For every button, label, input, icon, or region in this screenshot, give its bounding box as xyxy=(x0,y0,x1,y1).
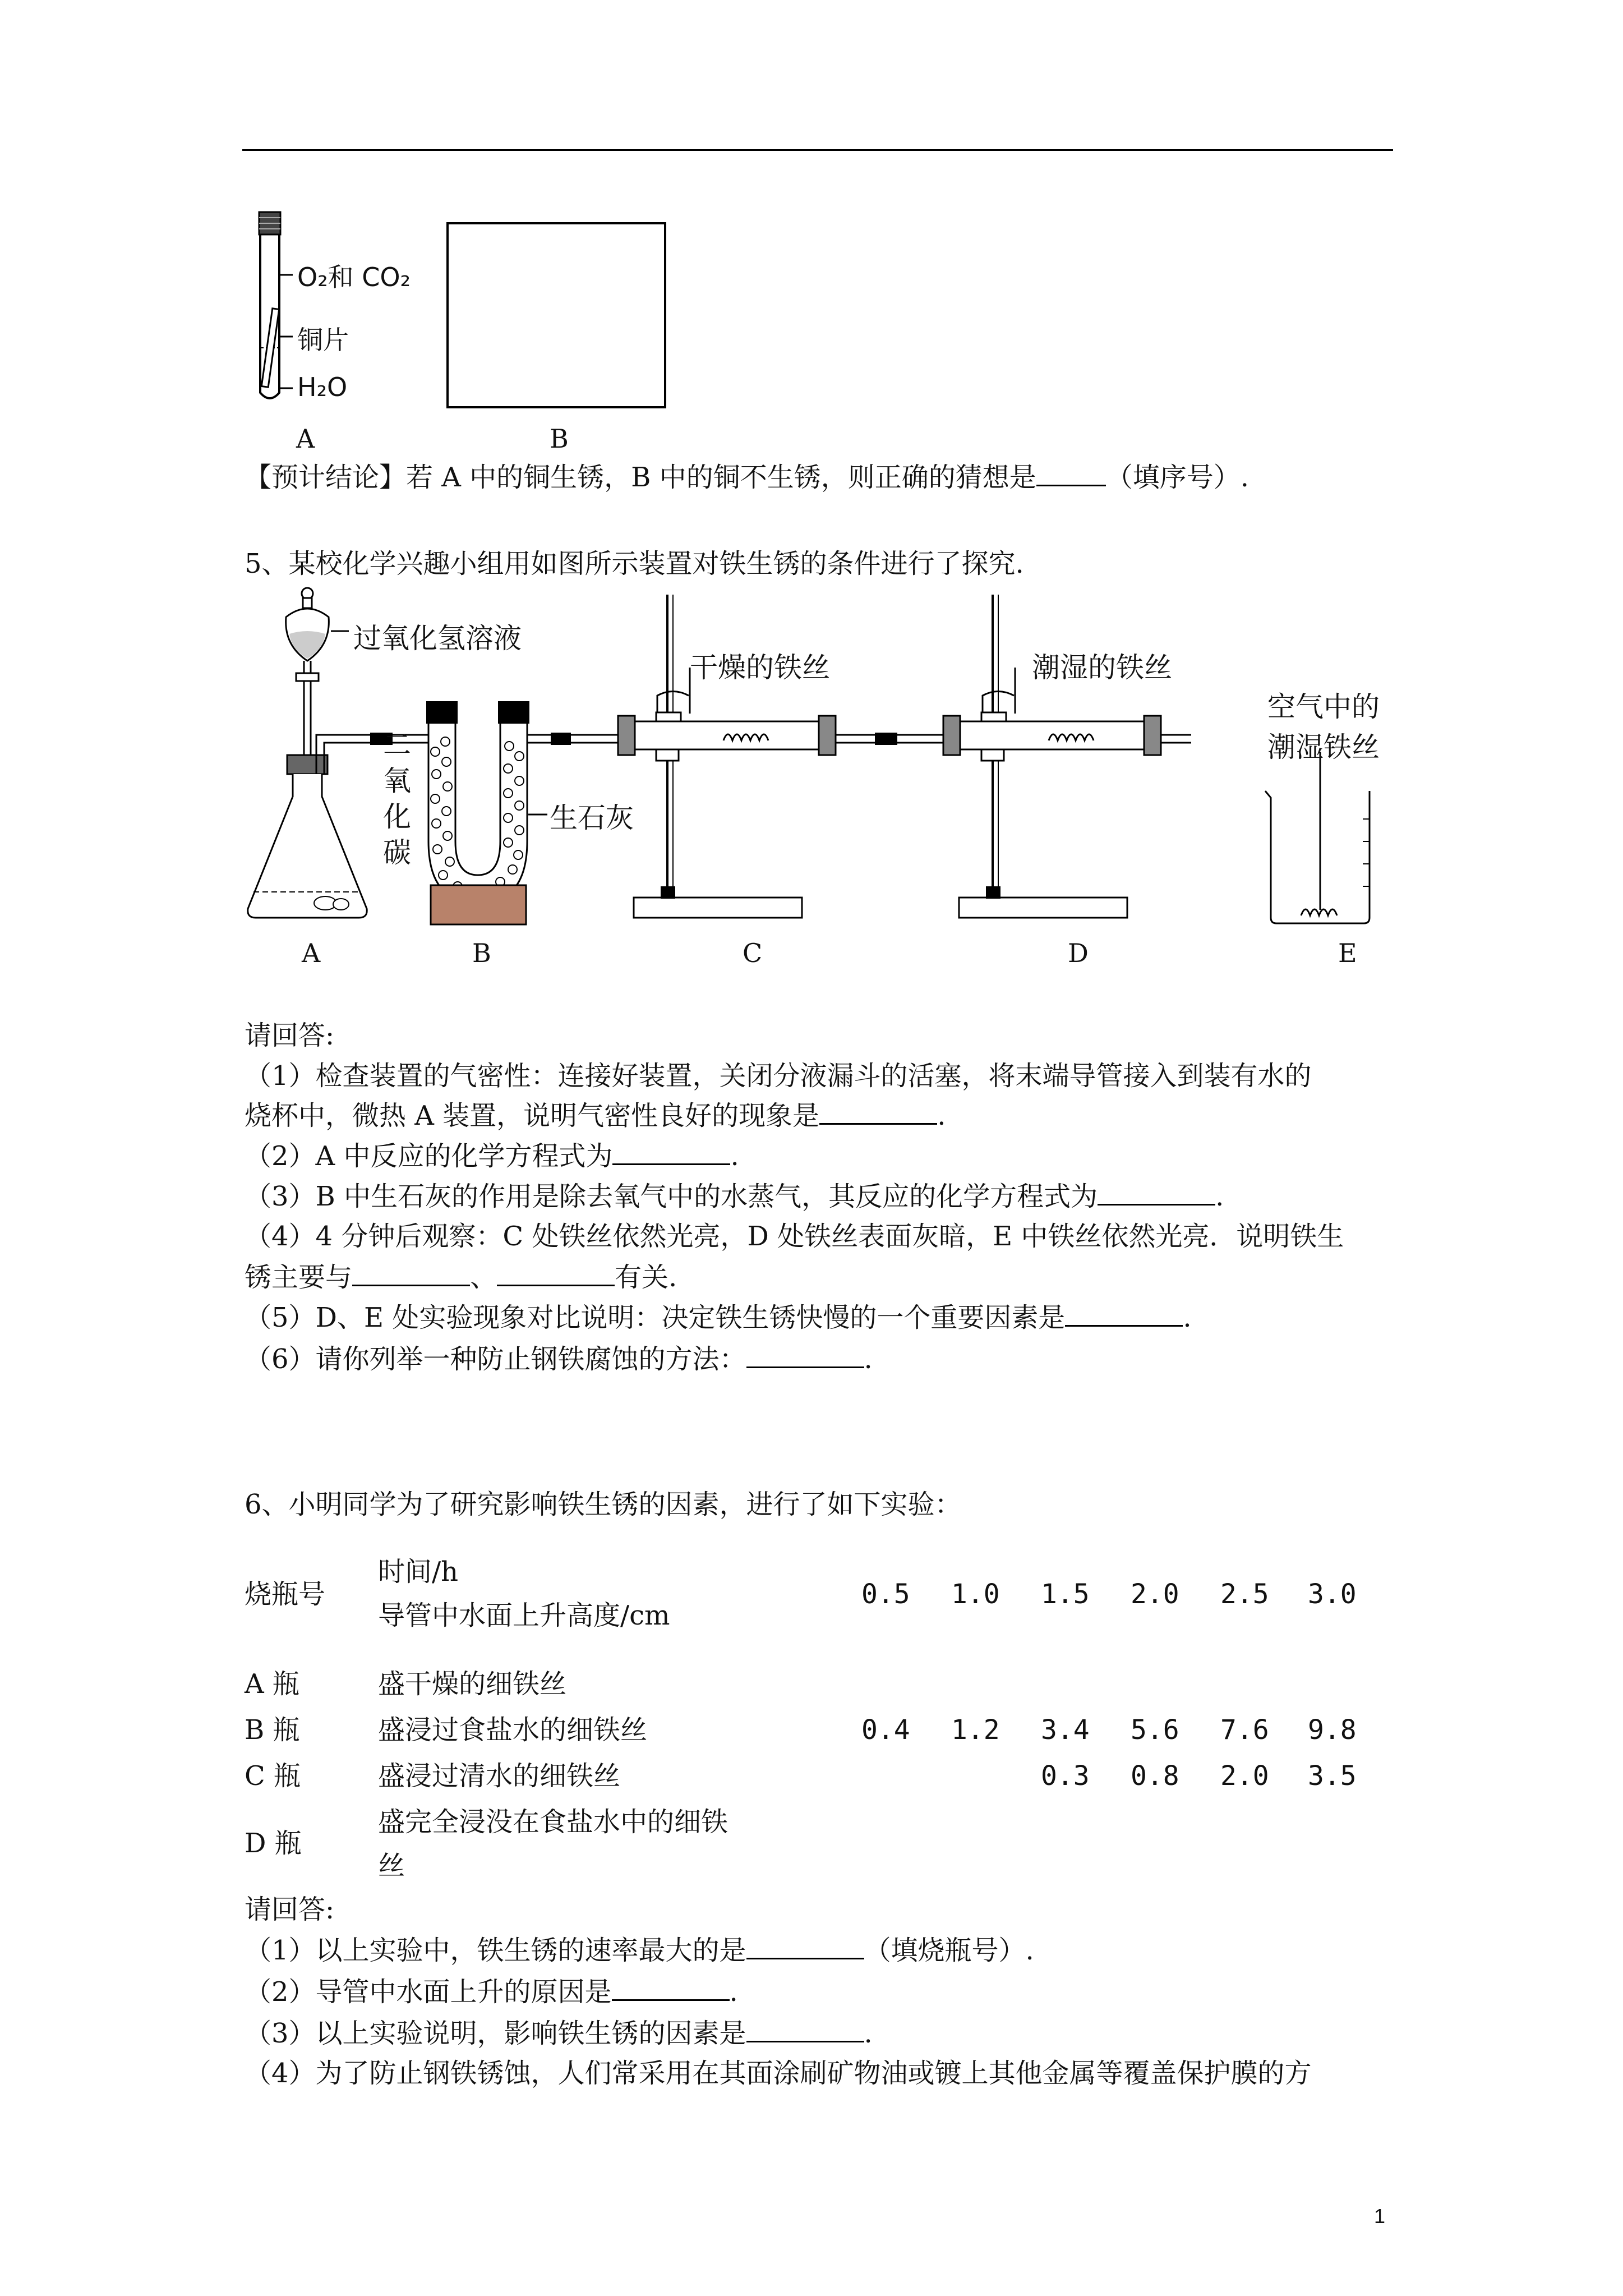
copper-label: 铜片 xyxy=(297,325,349,355)
figure-test-tube xyxy=(241,208,465,421)
conclusion-prefix: 【预计结论】若 A 中的铜生锈，B 中的铜不生锈，则正确的猜想是 xyxy=(245,462,1036,493)
table-cell: 0.8 xyxy=(1131,1760,1179,1792)
flask-b-name: B 瓶 xyxy=(245,1714,300,1746)
answer-blank[interactable] xyxy=(819,1098,937,1125)
lime-label: 生石灰 xyxy=(550,802,634,834)
flask-c-name: C 瓶 xyxy=(245,1760,301,1792)
q5-sub2 xyxy=(245,1139,739,1173)
q5-sub4-post: 有关. xyxy=(615,1262,677,1293)
q5-sub4-pre: 锈主要与 xyxy=(245,1262,353,1293)
gas-label: O₂和 CO₂ xyxy=(297,262,411,292)
co2-char: 二 xyxy=(383,729,411,761)
table-cell: 3.4 xyxy=(1041,1714,1090,1746)
q5-sub3-text: （3）B 中生石灰的作用是除去氧气中的水蒸气，其反应的化学方程式为 xyxy=(245,1181,1098,1212)
q6-sub2 xyxy=(245,1975,738,2009)
table-header-time: 时间/h xyxy=(378,1556,459,1588)
table-cell: 1.2 xyxy=(951,1714,1000,1746)
apparatus-label-a: A xyxy=(302,938,321,968)
flask-a-desc: 盛干燥的细铁丝 xyxy=(378,1668,567,1700)
period: . xyxy=(937,1100,946,1131)
time-value: 2.5 xyxy=(1220,1579,1269,1610)
q5-sub1-line2 xyxy=(245,1098,946,1133)
table-cell: 5.6 xyxy=(1131,1714,1179,1746)
table-header-flask: 烧瓶号 xyxy=(245,1579,326,1610)
q5-sub1-line1: （1）检查装置的气密性：连接好装置，关闭分液漏斗的活塞，将末端导管接入到装有水的 xyxy=(245,1060,1312,1092)
h2o2-label: 过氧化氢溶液 xyxy=(353,622,522,655)
flask-a-name: A 瓶 xyxy=(245,1668,299,1700)
air-wire-label-1: 空气中的 xyxy=(1267,691,1380,723)
answer-blank[interactable] xyxy=(352,1260,470,1286)
table-cell: 3.5 xyxy=(1308,1760,1357,1792)
q6-sub1 xyxy=(245,1933,1034,1967)
time-value: 1.0 xyxy=(951,1579,1000,1610)
flask-d-name: D 瓶 xyxy=(245,1828,302,1859)
answer-blank[interactable] xyxy=(746,1342,864,1368)
page-number: 1 xyxy=(1374,2205,1386,2228)
q5-sub4-line2 xyxy=(245,1260,677,1294)
flask-c-desc: 盛浸过清水的细铁丝 xyxy=(378,1760,621,1792)
q6-sub4: （4）为了防止钢铁锈蚀，人们常采用在其面涂刷矿物油或镀上其他金属等覆盖保护膜的方 xyxy=(245,2058,1312,2089)
table-cell: 0.4 xyxy=(861,1714,910,1746)
q6-sub1-pre: （1）以上实验中，铁生锈的速率最大的是 xyxy=(245,1935,746,1966)
q5-sub4-line1: （4）4 分钟后观察：C 处铁丝依然光亮，D 处铁丝表面灰暗，E 中铁丝依然光亮．说明铁生 xyxy=(245,1221,1344,1252)
period: . xyxy=(864,1343,873,1375)
apparatus-label-d: D xyxy=(1068,938,1089,968)
apparatus-label-b: B xyxy=(472,938,491,968)
air-wire-label-2: 潮湿铁丝 xyxy=(1267,731,1380,763)
q6-sub3-text: （3）以上实验说明，影响铁生锈的因素是 xyxy=(245,2018,746,2049)
table-cell: 9.8 xyxy=(1308,1714,1357,1746)
q5-sub5 xyxy=(245,1300,1192,1335)
q6-sub3 xyxy=(245,2016,873,2050)
q6-sub1-post: （填烧瓶号）. xyxy=(864,1935,1034,1966)
co2-label xyxy=(380,727,414,871)
co2-char: 氧 xyxy=(383,765,411,797)
table-header-height: 导管中水面上升高度/cm xyxy=(378,1600,670,1631)
water-label: H₂O xyxy=(297,372,348,402)
question-6-title: 6、小明同学为了研究影响铁生锈的因素，进行了如下实验： xyxy=(245,1489,962,1520)
table-cell: 2.0 xyxy=(1220,1760,1269,1792)
answer-blank[interactable] xyxy=(1098,1179,1215,1205)
time-value: 3.0 xyxy=(1308,1579,1357,1610)
q5-sub6 xyxy=(245,1342,873,1376)
co2-char: 碳 xyxy=(383,836,411,869)
table-cell: 7.6 xyxy=(1220,1714,1269,1746)
figure-label-b: B xyxy=(550,424,569,454)
q5-sub2-text: （2）A 中反应的化学方程式为 xyxy=(245,1140,613,1172)
answer-blank[interactable] xyxy=(497,1260,615,1286)
answer-blank[interactable] xyxy=(1036,460,1106,486)
q5-please-answer: 请回答: xyxy=(245,1020,335,1051)
q6-sub2-text: （2）导管中水面上升的原因是 xyxy=(245,1976,612,2008)
period: . xyxy=(1183,1302,1192,1333)
q5-sub4-mid: 、 xyxy=(470,1262,497,1293)
flask-d-desc-cont: 丝 xyxy=(378,1850,405,1881)
q5-sub1-text: 烧杯中，微热 A 装置，说明气密性良好的现象是 xyxy=(245,1100,820,1131)
q5-sub3 xyxy=(245,1179,1224,1213)
figure-label-a: A xyxy=(296,424,315,454)
dry-wire-label: 干燥的铁丝 xyxy=(690,651,830,684)
question-5-title: 5、某校化学兴趣小组用如图所示装置对铁生锈的条件进行了探究. xyxy=(245,548,1024,579)
flask-d-desc: 盛完全浸没在食盐水中的细铁 xyxy=(378,1806,728,1838)
figure-empty-box xyxy=(446,222,666,408)
time-value: 1.5 xyxy=(1041,1579,1090,1610)
wet-wire-label: 潮湿的铁丝 xyxy=(1032,651,1172,684)
co2-char: 化 xyxy=(383,800,411,833)
apparatus-label-c: C xyxy=(743,938,763,968)
header-rule xyxy=(242,149,1393,151)
apparatus-label-e: E xyxy=(1338,938,1357,968)
answer-blank[interactable] xyxy=(1065,1300,1183,1327)
conclusion-suffix: （填序号）. xyxy=(1105,462,1249,493)
q6-please-answer: 请回答: xyxy=(245,1894,335,1925)
period: . xyxy=(1215,1181,1224,1212)
flask-b-desc: 盛浸过食盐水的细铁丝 xyxy=(378,1714,648,1746)
q5-sub5-text: （5）D、E 处实验现象对比说明：决定铁生锈快慢的一个重要因素是 xyxy=(245,1302,1066,1333)
period: . xyxy=(864,2018,873,2049)
answer-blank[interactable] xyxy=(746,1933,864,1959)
answer-blank[interactable] xyxy=(612,1139,730,1165)
period: . xyxy=(730,1140,739,1172)
table-cell: 0.3 xyxy=(1041,1760,1090,1792)
time-value: 0.5 xyxy=(861,1579,910,1610)
conclusion-line xyxy=(245,460,1249,494)
answer-blank[interactable] xyxy=(612,1975,730,2001)
answer-blank[interactable] xyxy=(746,2016,864,2042)
time-value: 2.0 xyxy=(1131,1579,1179,1610)
q5-sub6-text: （6）请你列举一种防止钢铁腐蚀的方法： xyxy=(245,1343,746,1375)
period: . xyxy=(729,1976,738,2008)
